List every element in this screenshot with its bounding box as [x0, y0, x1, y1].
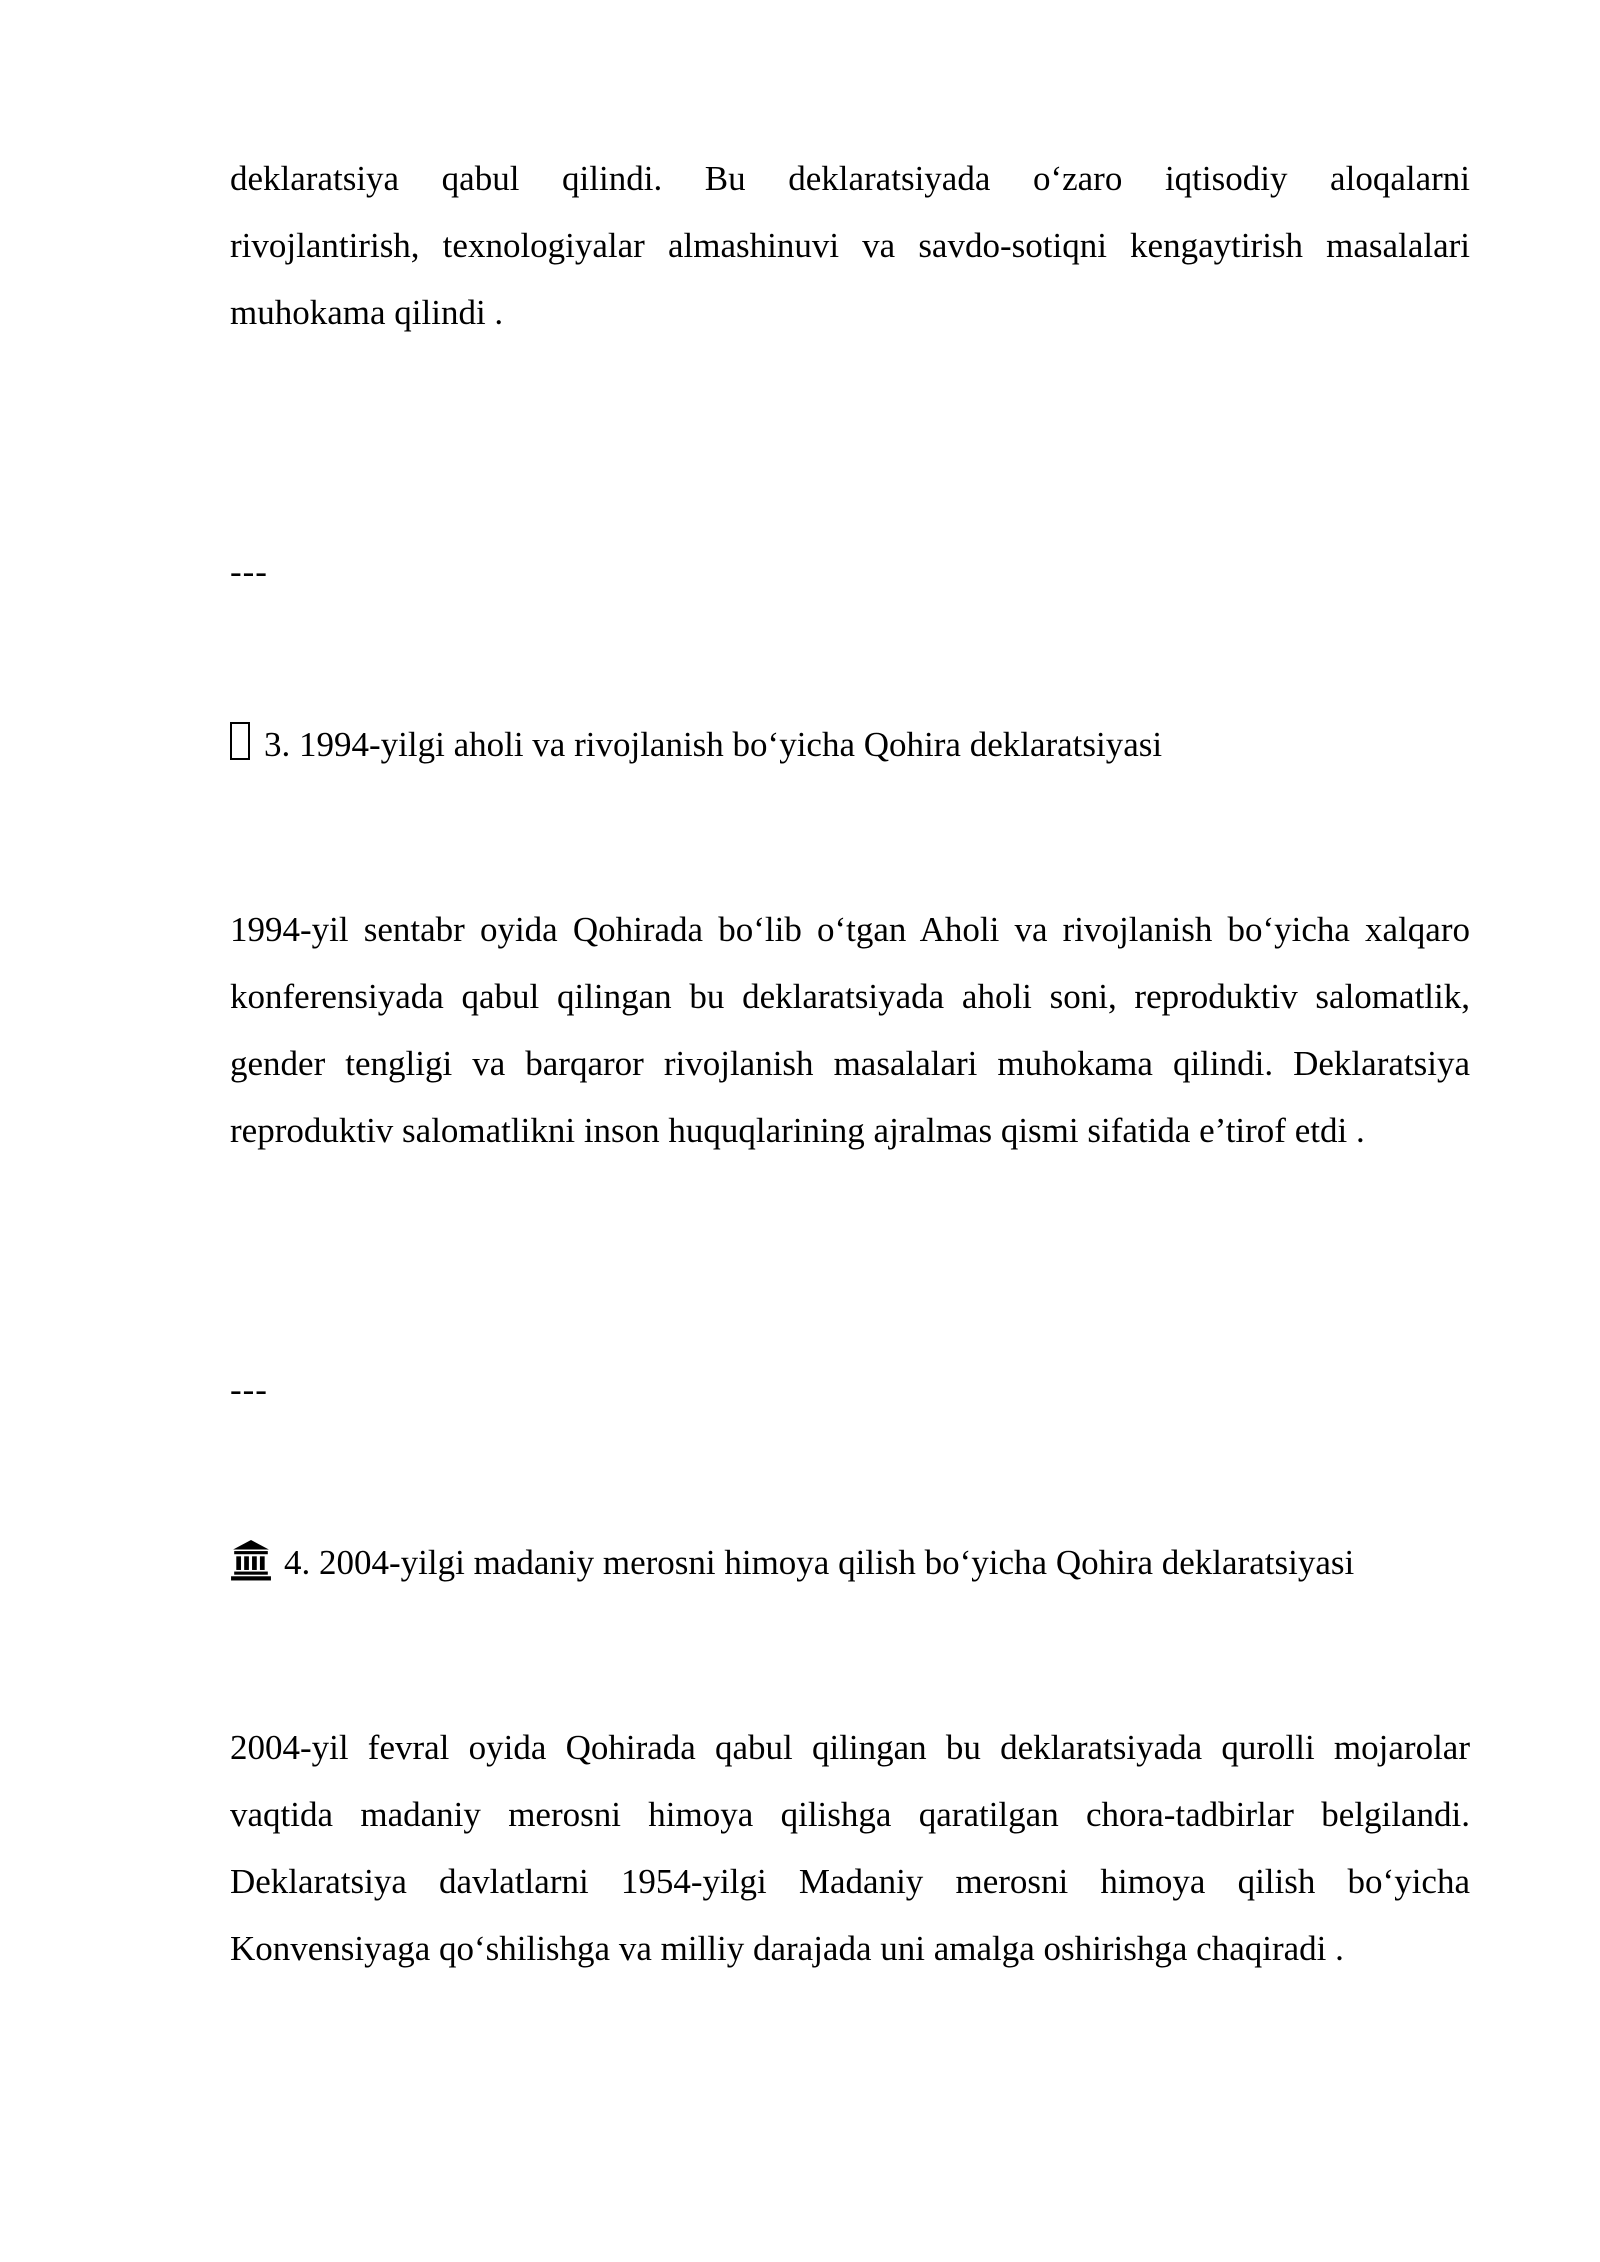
text-line: Konvensiyaga qo‘shilishga va milliy darajada uni amalga oshirishga chaqiradi . [230, 1929, 1344, 1968]
separator-1: --- [230, 552, 268, 591]
text-line: 2004-yil fevral oyida Qohirada qabul qilingan bu deklaratsiyada qurolli mojarolar [230, 1728, 1470, 1767]
paragraph-1 [230, 145, 1470, 346]
separator-2: --- [230, 1370, 268, 1409]
text-line: 1994-yil sentabr oyida Qohirada bo‘lib o‘tgan Aholi va rivojlanish bo‘yicha xalqaro [230, 910, 1470, 949]
section-heading-text: 4. 2004-yilgi madaniy merosni himoya qilish bo‘yicha Qohira deklaratsiyasi [284, 1543, 1355, 1582]
paragraph-2 [230, 896, 1470, 1164]
text-line: gender tengligi va barqaror rivojlanish masalalari muhokama qilindi. Deklaratsiya [230, 1044, 1470, 1083]
text-line: reproduktiv salomatlikni inson huquqlarining ajralmas qismi sifatida e’tirof etdi . [230, 1111, 1365, 1150]
text-line: muhokama qilindi . [230, 293, 504, 332]
text-line: vaqtida madaniy merosni himoya qilishga qaratilgan chora-tadbirlar belgilandi. [230, 1795, 1470, 1834]
classical-building-icon [230, 1539, 272, 1581]
text-line: rivojlantirish, texnologiyalar almashinuvi va savdo-sotiqni kengaytirish masalalari [230, 226, 1470, 265]
missing-glyph-box-icon [230, 722, 250, 760]
section-heading-text: 3. 1994-yilgi aholi va rivojlanish bo‘yicha Qohira deklaratsiyasi [264, 725, 1163, 764]
text-line: konferensiyada qabul qilingan bu deklaratsiyada aholi soni, reproduktiv salomatlik, [230, 977, 1470, 1016]
section-heading-3 [230, 711, 1470, 778]
section-heading-4 [230, 1529, 1470, 1596]
paragraph-3 [230, 1714, 1470, 1982]
text-line: deklaratsiya qabul qilindi. Bu deklaratsiyada o‘zaro iqtisodiy aloqalarni [230, 159, 1470, 198]
text-line: Deklaratsiya davlatlarni 1954-yilgi Madaniy merosni himoya qilish bo‘yicha [230, 1862, 1470, 1901]
